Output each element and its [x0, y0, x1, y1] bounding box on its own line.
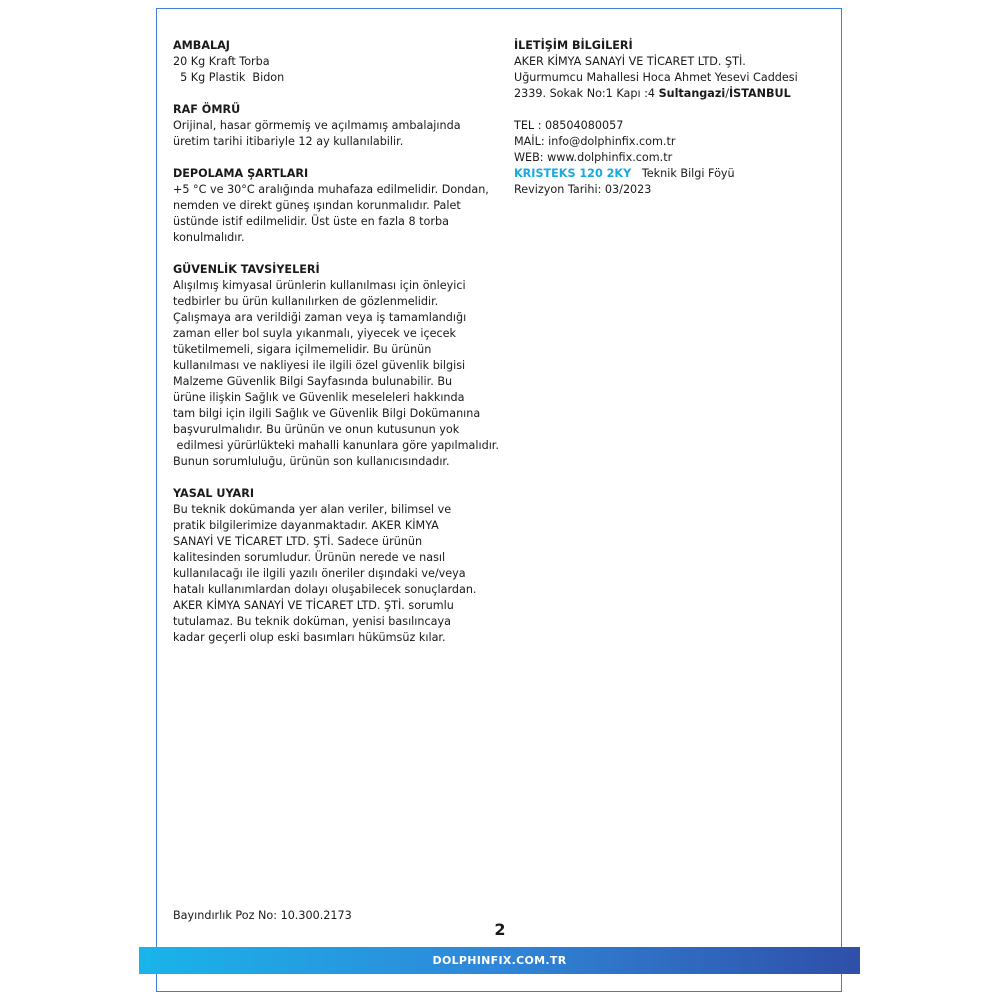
section-depolama — [173, 166, 503, 246]
heading-ambalaj: AMBALAJ — [173, 39, 230, 52]
heading-yasal-uyari: YASAL UYARI — [173, 487, 254, 500]
ambalaj-line: 20 Kg Kraft Torba — [173, 55, 270, 68]
yasal-line: Bu teknik dokümanda yer alan veriler, bilimsel ve — [173, 503, 452, 516]
section-raf-omru — [173, 102, 503, 150]
heading-guvenlik: GÜVENLİK TAVSİYELERİ — [173, 263, 320, 276]
depolama-line: konulmalıdır. — [173, 231, 245, 244]
company-name: AKER KİMYA SANAYİ VE TİCARET LTD. ŞTİ. — [514, 55, 746, 68]
yasal-line: SANAYİ VE TİCARET LTD. ŞTİ. Sadece ürünün — [173, 535, 423, 548]
poz-number: Bayındırlık Poz No: 10.300.2173 — [173, 909, 352, 922]
yasal-line: kadar geçerli olup eski basımları hükümsüz kılar. — [173, 631, 446, 644]
section-ambalaj — [173, 38, 503, 86]
guvenlik-line: Bunun sorumluluğu, ürünün son kullanıcısındadır. — [173, 455, 450, 468]
yasal-line: kullanılacağı ile ilgili yazılı öneriler dışındaki ve/veya — [173, 567, 466, 580]
guvenlik-line: Çalışmaya ara verildiği zaman veya iş tamamlandığı — [173, 311, 467, 324]
guvenlik-line: zaman eller bol suyla yıkanmalı, yiyecek ve içecek — [173, 327, 456, 340]
right-column — [514, 38, 824, 198]
guvenlik-line: başvurulmalıdır. Bu ürünün ve onun kutusunun yok — [173, 423, 460, 436]
address-district: Sultangazi — [658, 87, 726, 100]
footer-website[interactable]: DOLPHINFIX.COM.TR — [432, 953, 567, 967]
guvenlik-line: Malzeme Güvenlik Bilgi Sayfasında bulunabilir. Bu — [173, 375, 453, 388]
guvenlik-line: kullanılması ve nakliyesi ile ilgili özel güvenlik bilgisi — [173, 359, 466, 372]
guvenlik-line: tedbirler bu ürün kullanılırken de gözlenmelidir. — [173, 295, 439, 308]
section-guvenlik — [173, 262, 503, 470]
mail-line: MAİL: info@dolphinfix.com.tr — [514, 135, 676, 148]
address-line-2 — [514, 86, 824, 102]
document-type: Teknik Bilgi Föyü — [631, 167, 735, 180]
yasal-line: AKER KİMYA SANAYİ VE TİCARET LTD. ŞTİ. sorumlu — [173, 599, 454, 612]
web-line: WEB: www.dolphinfix.com.tr — [514, 151, 673, 164]
heading-raf-omru: RAF ÖMRÜ — [173, 103, 241, 116]
address-line-1: Uğurmumcu Mahallesi Hoca Ahmet Yesevi Caddesi — [514, 71, 798, 84]
section-yasal-uyari — [173, 486, 503, 646]
guvenlik-line: Alışılmış kimyasal ürünlerin kullanılması için önleyici — [173, 279, 466, 292]
address-city: İSTANBUL — [728, 87, 791, 100]
address-street: 2339. Sokak No:1 Kapı :4 — [514, 87, 659, 100]
depolama-line: üstünde istif edilmelidir. Üst üste en fazla 8 torba — [173, 215, 449, 228]
revision-date: Revizyon Tarihi: 03/2023 — [514, 183, 652, 196]
guvenlik-line: edilmesi yürürlükteki mahalli kanunlara göre yapılmalıdır. — [173, 439, 499, 452]
address-separator: / — [725, 87, 729, 100]
yasal-line: tutulamaz. Bu teknik doküman, yenisi basılıncaya — [173, 615, 451, 628]
guvenlik-line: tüketilmemeli, sigara içilmemelidir. Bu ürünün — [173, 343, 432, 356]
raf-line: Orijinal, hasar görmemiş ve açılmamış ambalajında — [173, 119, 461, 132]
heading-depolama: DEPOLAMA ŞARTLARI — [173, 167, 309, 180]
product-name: KRISTEKS 120 2KY — [514, 167, 632, 180]
guvenlik-line: ürüne ilişkin Sağlık ve Güvenlik meseleleri hakkında — [173, 391, 465, 404]
depolama-line: nemden ve direkt güneş ışından korunmalıdır. Palet — [173, 199, 461, 212]
raf-line: üretim tarihi itibariyle 12 ay kullanılabilir. — [173, 135, 404, 148]
spacer — [514, 102, 824, 118]
yasal-line: hatalı kullanımlardan dolayı oluşabilecek sonuçlardan. — [173, 583, 477, 596]
left-column — [173, 38, 503, 662]
heading-iletisim: İLETİŞİM BİLGİLERİ — [514, 39, 633, 52]
page-number: 2 — [494, 920, 506, 939]
guvenlik-line: tam bilgi için ilgili Sağlık ve Güvenlik Bilgi Dokümanına — [173, 407, 481, 420]
yasal-line: kalitesinden sorumludur. Ürünün nerede ve nasıl — [173, 551, 446, 564]
yasal-line: pratik bilgilerimize dayanmaktadır. AKER KİMYA — [173, 519, 439, 532]
tel-line: TEL : 08504080057 — [514, 119, 624, 132]
footer-bar — [139, 947, 860, 974]
product-line — [514, 166, 824, 182]
depolama-line: +5 °C ve 30°C aralığında muhafaza edilmelidir. Dondan, — [173, 183, 489, 196]
ambalaj-line: 5 Kg Plastik Bidon — [173, 71, 285, 84]
